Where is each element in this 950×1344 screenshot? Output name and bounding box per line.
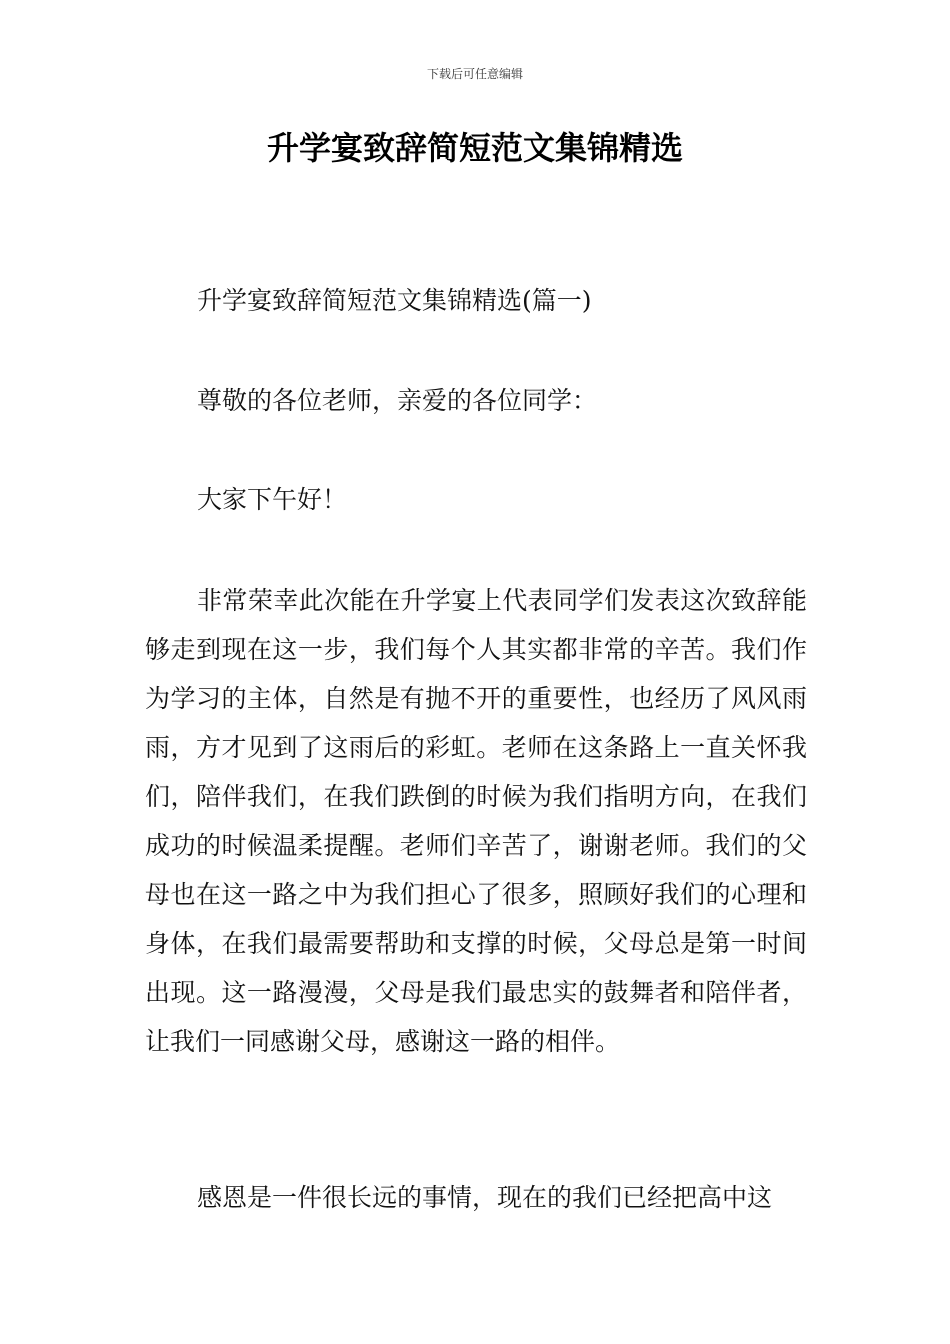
body-paragraph-1: 非常荣幸此次能在升学宴上代表同学们发表这次致辞能够走到现在这一步，我们每个人其实都非常的辛苦。我们作为学习的主体，自然是有抛不开的重要性，也经历了风风雨雨，方才见到了这雨后的彩虹。老师在这条路上一直关怀我们，陪伴我们，在我们跌倒的时候为我们指明方向，在我们成功的时候温柔提醒。老师们辛苦了，谢谢老师。我们的父母也在这一路之中为我们担心了很多，照顾好我们的心理和身体，在我们最需要帮助和支撑的时候，父母总是第一时间出现。这一路漫漫，父母是我们最忠实的鼓舞者和陪伴者，让我们一同感谢父母，感谢这一路的相伴。 <box>145 586 807 1056</box>
salutation-paragraph: 尊敬的各位老师，亲爱的各位同学： <box>197 386 598 415</box>
greeting-paragraph: 大家下午好！ <box>197 485 348 514</box>
section-heading: 升学宴致辞简短范文集锦精选(篇一) <box>197 286 592 315</box>
body-paragraph-2: 感恩是一件很长远的事情，现在的我们已经把高中这 <box>197 1183 773 1212</box>
document-title: 升学宴致辞简短范文集锦精选 <box>266 129 683 167</box>
header-note: 下载后可任意编辑 <box>426 67 523 81</box>
